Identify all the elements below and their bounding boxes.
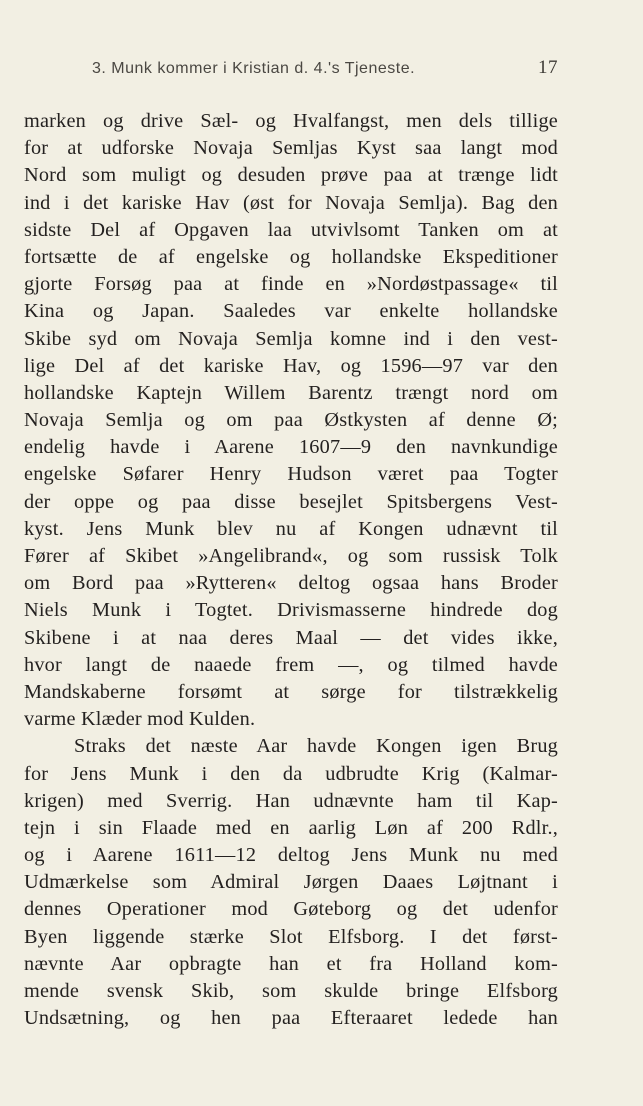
- paragraph-first-line: Straks det næste Aar havde Kongen igen Brug: [74, 735, 558, 758]
- text-line: hvor langt de naaede frem —, og tilmed havde: [24, 653, 558, 676]
- text-line: tejn i sin Flaade med en aarlig Løn af 200 Rdlr.,: [24, 816, 558, 839]
- chapter-title: 3. Munk kommer i Kristian d. 4.'s Tjeneste.: [92, 60, 416, 77]
- text-line: dennes Operationer mod Gøteborg og det udenfor: [24, 898, 558, 921]
- text-line: lige Del af det kariske Hav, og 1596—97 var den: [24, 354, 558, 377]
- text-line: kyst. Jens Munk blev nu af Kongen udnævnt til: [24, 517, 558, 540]
- text-line: Skibe syd om Novaja Semlja komne ind i den vest-: [24, 327, 558, 350]
- text-line: endelig havde i Aarene 1607—9 den navnkundige: [24, 436, 558, 459]
- text-line: nævnte Aar opbragte han et fra Holland kom-: [24, 952, 558, 975]
- text-line: mende svensk Skib, som skulde bringe Elfsborg: [24, 980, 558, 1002]
- text-line: for at udforske Novaja Semljas Kyst saa langt mod: [24, 137, 558, 160]
- text-line: Niels Munk i Togtet. Drivismasserne hindrede dog: [24, 599, 558, 622]
- text-line: Kina og Japan. Saaledes var enkelte hollandske: [24, 300, 558, 323]
- body-text: [24, 108, 558, 1032]
- page-number: 17: [538, 57, 558, 78]
- text-line: sidste Del af Opgaven laa utvivlsomt Tanken om at: [24, 218, 558, 241]
- text-line: engelske Søfarer Henry Hudson været paa Togter: [24, 463, 558, 486]
- text-line: for Jens Munk i den da udbrudte Krig (Kalmar-: [24, 762, 558, 785]
- text-line: Fører af Skibet »Angelibrand«, og som russisk Tolk: [24, 545, 558, 567]
- text-line: og i Aarene 1611—12 deltog Jens Munk nu med: [24, 844, 558, 867]
- text-line: Nord som muligt og desuden prøve paa at trænge lidt: [24, 164, 558, 187]
- running-head: [92, 57, 558, 86]
- text-line: hollandske Kaptejn Willem Barentz trængt nord om: [24, 381, 558, 404]
- text-line: gjorte Forsøg paa at finde en »Nordøstpassage« til: [24, 273, 558, 296]
- text-line: marken og drive Sæl- og Hvalfangst, men dels tillige: [24, 110, 558, 132]
- text-line: Skibene i at naa deres Maal — det vides ikke,: [24, 626, 558, 649]
- text-line: Novaja Semlja og om paa Østkysten af denne Ø;: [24, 409, 558, 432]
- text-line: ind i det kariske Hav (øst for Novaja Semlja). Bag den: [24, 191, 558, 214]
- text-line: om Bord paa »Rytteren« deltog ogsaa hans Broder: [24, 572, 558, 595]
- text-line: krigen) med Sverrig. Han udnævnte ham til Kap-: [24, 789, 558, 812]
- paragraph-end-line: varme Klæder mod Kulden.: [24, 708, 256, 731]
- text-line: Udmærkelse som Admiral Jørgen Daaes Løjtnant i: [24, 871, 558, 894]
- text-line: Mandskaberne forsømt at sørge for tilstrækkelig: [24, 680, 558, 703]
- text-line: Byen liggende stærke Slot Elfsborg. I det først-: [24, 925, 558, 948]
- text-line: Undsætning, og hen paa Efteraaret ledede han: [24, 1007, 558, 1030]
- text-line: der oppe og paa disse besejlet Spitsbergens Vest-: [24, 490, 558, 513]
- text-line: fortsætte de af engelske og hollandske Ekspeditioner: [24, 245, 558, 268]
